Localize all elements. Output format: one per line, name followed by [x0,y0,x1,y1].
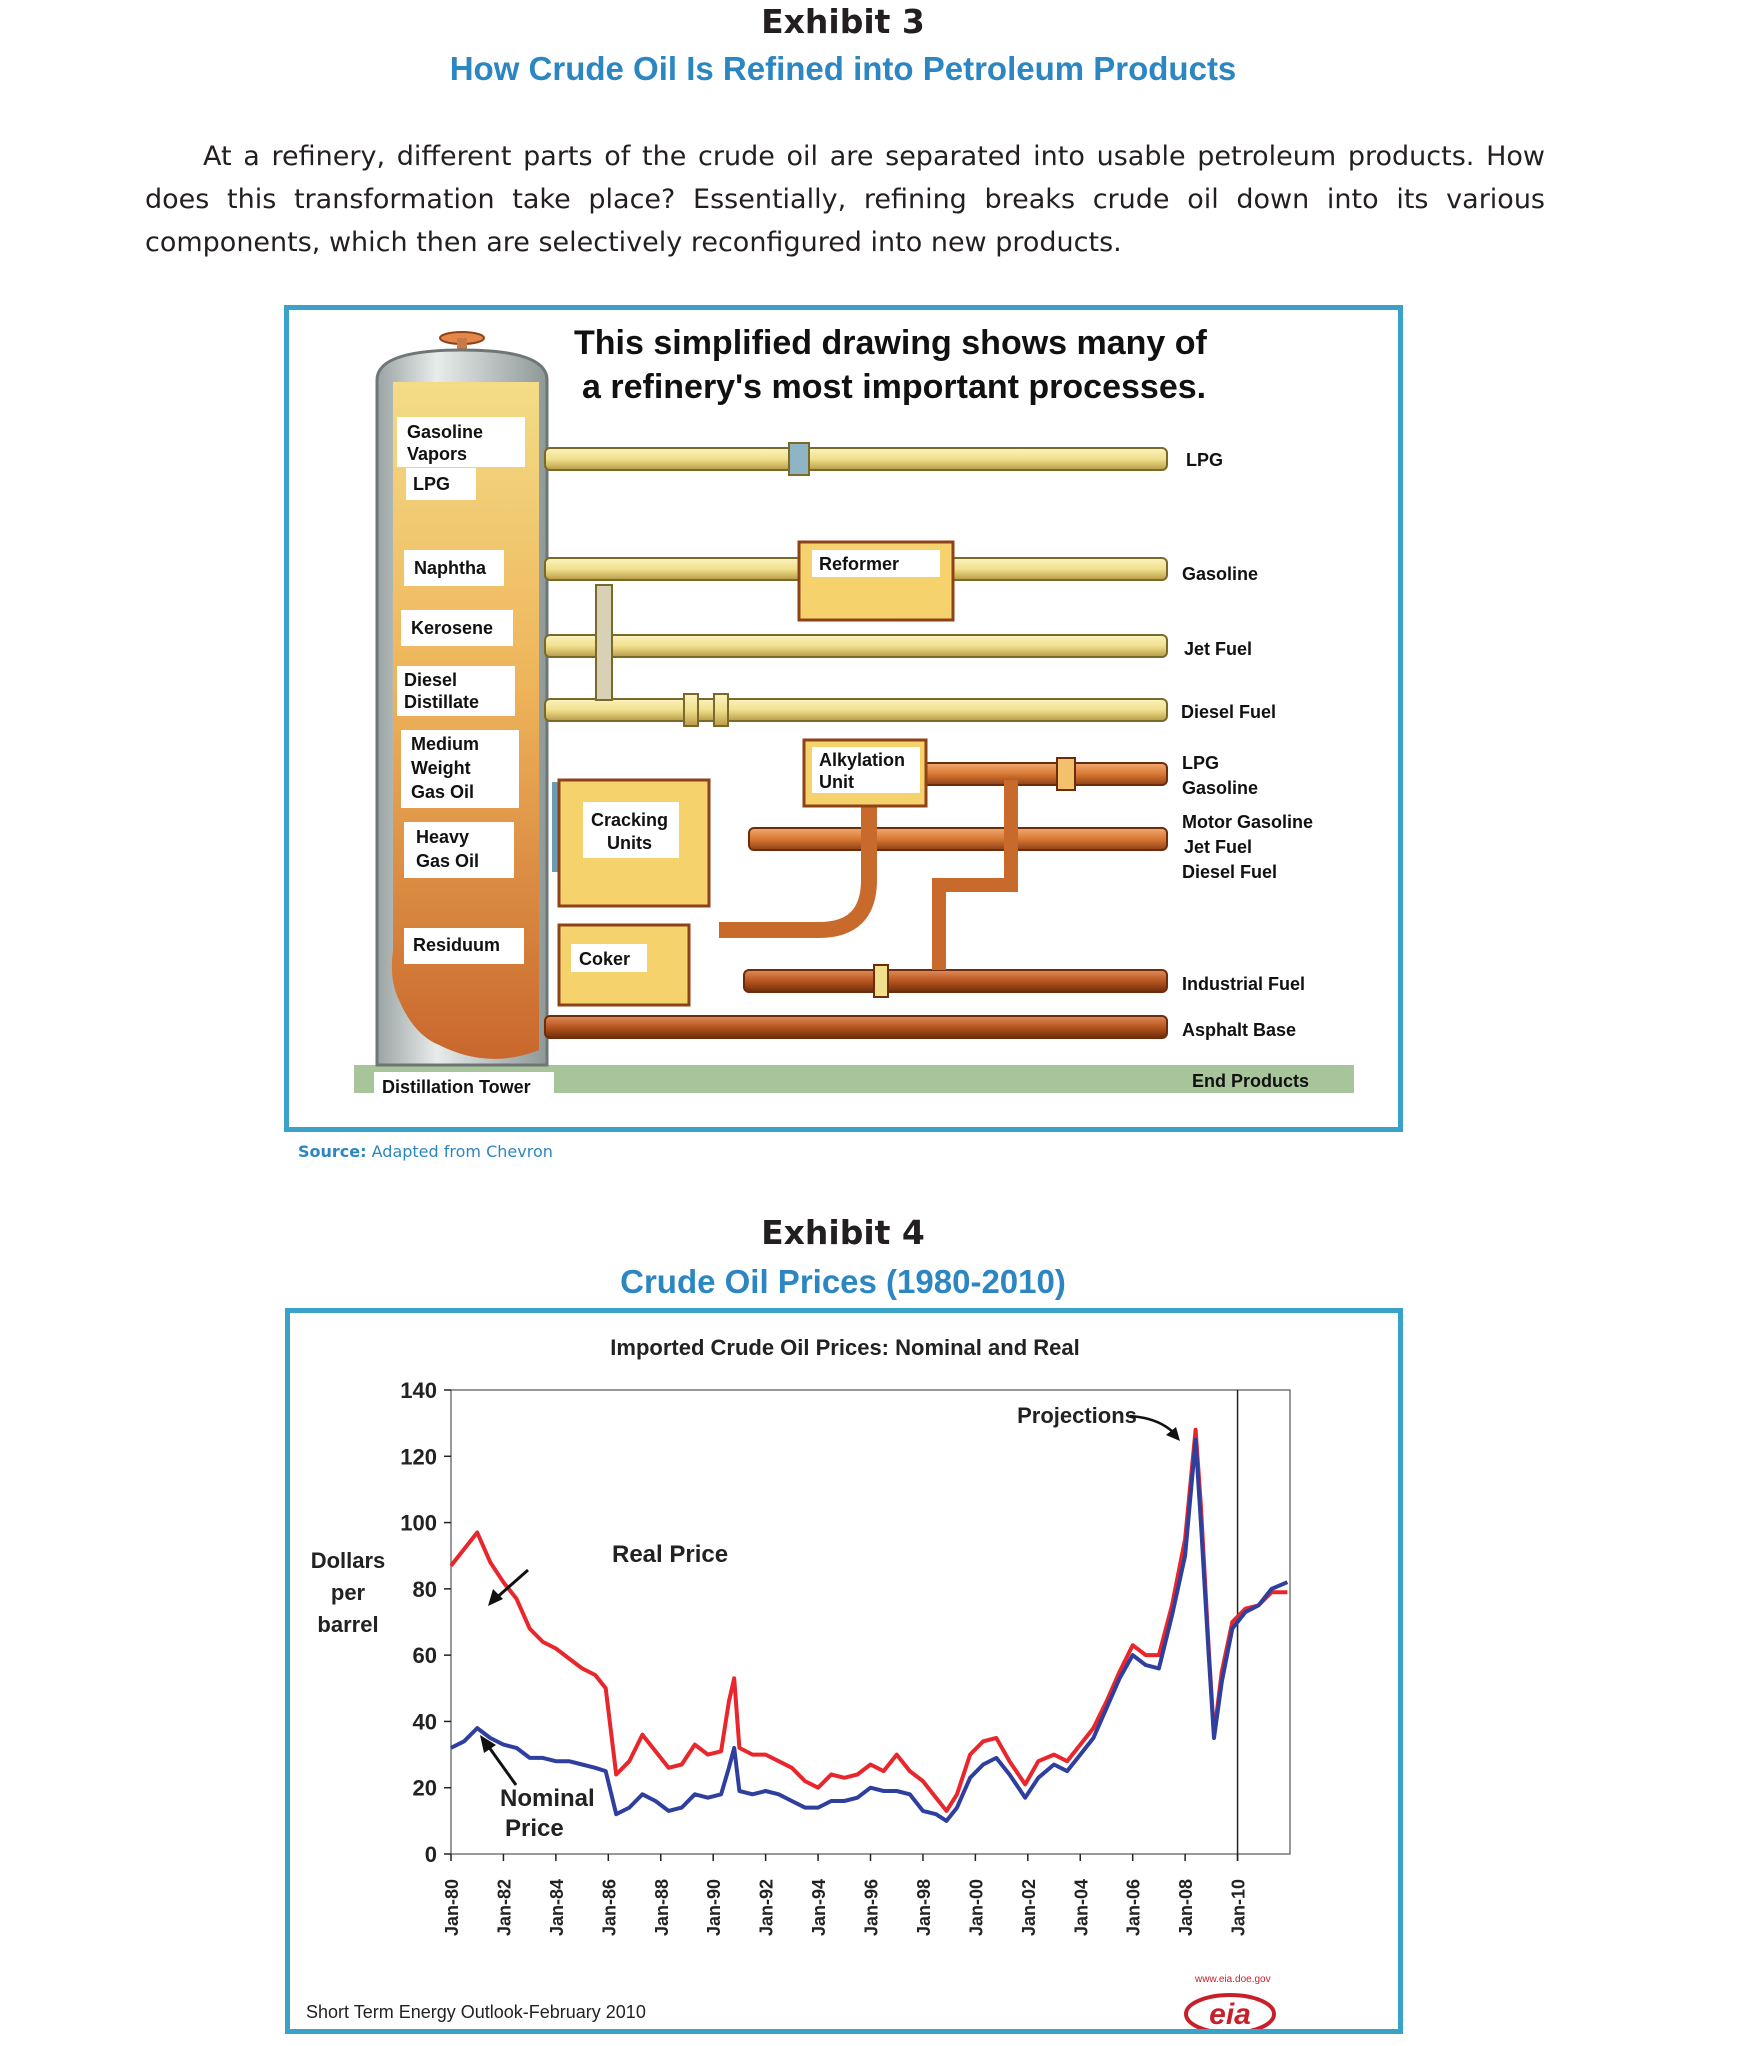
product-industrial-fuel: Industrial Fuel [1182,974,1306,994]
annotation-real-price: Real Price [612,1541,729,1568]
x-tick-label: Jan-06 [1123,1878,1144,1936]
x-tick-label: Jan-84 [546,1878,567,1936]
source-text: Adapted from Chevron [371,1142,553,1161]
alkylation-label-line1: Alkylation [819,750,906,770]
exhibit4-number: Exhibit 4 [761,1213,925,1252]
fraction-residuum: Residuum [413,935,501,955]
y-tick-label: 0 [424,1842,437,1867]
y-tick-label: 120 [400,1444,437,1470]
x-tick-label: Jan-96 [861,1878,882,1936]
x-tick-label: Jan-80 [442,1878,462,1936]
alkylation-label-line2: Unit [819,772,854,792]
coker-label: Coker [579,949,631,969]
exhibit4-title: Crude Oil Prices (1980-2010) [620,1263,1066,1300]
y-tick-label: 60 [412,1643,437,1669]
fraction-medium-line2: Weight [411,758,471,778]
exhibit3-intro: At a refinery, different parts of the crude oil are separated into usable petroleum products. How does this transformation take place? Essentially, refining breaks crude oil down into its various components, which then are selectively reconfigured into new products. [145,141,1545,258]
x-tick-label: Jan-88 [651,1878,672,1936]
fraction-gasoline-vapors-line1: Gasoline [407,422,484,442]
product-asphalt-base: Asphalt Base [1182,1020,1297,1040]
x-tick-label: Jan-86 [599,1878,620,1936]
fraction-medium-line3: Gas Oil [411,782,475,802]
y-axis-label-line: Dollars [310,1548,386,1573]
product-diesel-fuel-2: Diesel Fuel [1182,862,1278,882]
fraction-heavy-line1: Heavy [416,827,470,847]
coker-unit [559,925,689,1005]
cracking-units [552,780,709,906]
fraction-kerosene: Kerosene [411,618,494,638]
chart-title: Imported Crude Oil Prices: Nominal and Real [610,1335,1080,1360]
y-tick-label: 140 [400,1378,437,1403]
x-tick-label: Jan-10 [1228,1878,1249,1936]
y-tick-label: 40 [412,1709,437,1735]
y-axis-label-line: barrel [317,1612,379,1637]
x-tick-label: Jan-92 [756,1878,777,1936]
annotation-nominal-line2: Price [505,1815,564,1842]
eia-logo-text: eia [1209,1998,1251,2029]
refinery-diagram [289,310,1398,1127]
x-tick-label: Jan-00 [966,1878,987,1936]
product-lpg: LPG [1186,450,1224,470]
y-axis-ticks [400,1378,451,1867]
product-lpg-2: LPG [1182,753,1220,773]
x-tick-label: Jan-94 [809,1878,830,1936]
y-tick-label: 20 [412,1775,437,1801]
cracking-label-line1: Cracking [591,810,669,830]
x-axis-ticks [442,1854,1249,1936]
refinery-diagram-frame [284,305,1403,1132]
product-diesel-fuel: Diesel Fuel [1181,702,1277,722]
fraction-lpg: LPG [413,474,451,494]
product-gasoline-2: Gasoline [1182,778,1259,798]
reformer-unit [799,542,953,620]
product-motor-gasoline: Motor Gasoline [1182,812,1314,832]
x-tick-label: Jan-90 [704,1878,725,1936]
exhibit3-number: Exhibit 3 [761,2,925,41]
y-axis-label-line: per [330,1580,366,1605]
exhibit3-source [298,1142,553,1161]
diagram-title-line2: a refinery's most important processes. [582,368,1207,406]
product-gasoline: Gasoline [1182,564,1259,584]
reformer-label: Reformer [819,554,900,574]
diagram-title-line1: This simplified drawing shows many of [574,324,1207,362]
x-tick-label: Jan-98 [913,1878,934,1936]
price-chart-frame [285,1308,1403,2034]
annotation-nominal-line1: Nominal [500,1785,595,1812]
product-jet-fuel: Jet Fuel [1184,639,1253,659]
fraction-naphtha: Naphtha [414,558,486,578]
product-end-products: End Products [1192,1071,1310,1091]
eia-logo [1186,1974,1274,2029]
x-tick-label: Jan-82 [494,1878,515,1936]
x-tick-label: Jan-02 [1018,1878,1039,1936]
distillation-tower-label: Distillation Tower [382,1077,531,1097]
fraction-diesel-line1: Diesel [404,670,458,690]
chart-footer-note: Short Term Energy Outlook-February 2010 [306,2002,646,2022]
x-tick-label: Jan-04 [1071,1878,1092,1936]
price-chart [290,1313,1398,2029]
fraction-heavy-line2: Gas Oil [416,851,480,871]
exhibit3-title: How Crude Oil Is Refined into Petroleum Products [449,50,1237,87]
cracking-label-line2: Units [607,833,652,853]
source-label: Source: [298,1142,367,1161]
fraction-medium-line1: Medium [411,734,480,754]
annotation-projections: Projections [1017,1403,1137,1428]
alkylation-unit [804,740,926,806]
product-jet-fuel-2: Jet Fuel [1184,837,1253,857]
x-tick-label: Jan-08 [1176,1878,1197,1936]
y-tick-label: 80 [412,1576,437,1602]
fraction-gasoline-vapors-line2: Vapors [407,444,468,464]
end-product-labels [1181,450,1313,1091]
y-axis-label [311,1548,386,1637]
y-tick-label: 100 [400,1510,437,1536]
fraction-diesel-line2: Distillate [404,692,480,712]
eia-url: www.eia.doe.gov [1195,1974,1271,1985]
